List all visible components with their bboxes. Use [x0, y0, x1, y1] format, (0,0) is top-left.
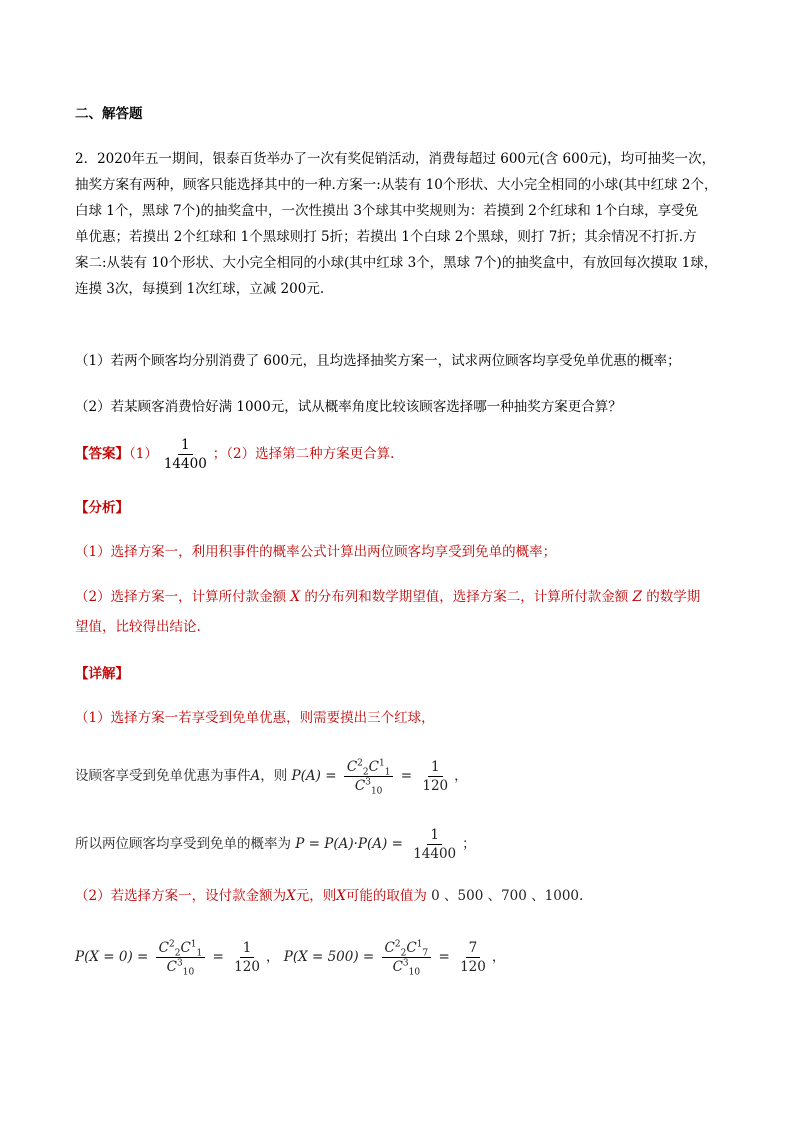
answer-part1: （1） — [129, 446, 158, 462]
combination-numerator: $C^2_2C^1_1$ — [156, 940, 206, 958]
detail-text: 可能的取值为 — [345, 888, 427, 904]
punctuation: ， — [265, 949, 280, 965]
analysis-line-3: 望值，比较得出结论. — [75, 619, 201, 635]
problem-line: 2．2020年五一期间，银泰百货举办了一次有奖促销活动，消费每超过 600元(含 600元)，均可抽奖一次， — [75, 151, 716, 167]
combination-fraction — [344, 758, 394, 797]
combination-denominator: $C^3_{10}$ — [166, 958, 195, 978]
answer-part2: ；（2）选择第二种方案更合算. — [212, 446, 395, 462]
result-fraction — [419, 759, 451, 794]
analysis-line-1: （1）选择方案一，利用积事件的概率公式计算出两位顾客均享受到免单的概率； — [75, 544, 557, 560]
combination-denominator: $C^3_{10}$ — [354, 777, 383, 797]
problem-line: 白球 1个，黑球 7个)的抽奖盒中，一次性摸出 3个球其中奖规则为：若摸到 2个红球和 1个白球，享受免 — [75, 203, 699, 219]
combination-denominator: $C^3_{10}$ — [392, 958, 421, 978]
detail-text: 所以两位顾客均享受到免单的概率为 — [75, 836, 291, 852]
detail-line-1: （1）选择方案一若享受到免单优惠，则需要摸出三个红球， — [75, 710, 435, 726]
question-2: （2）若某顾客消费恰好满 1000元，试从概率角度比较该顾客选择哪一种抽奖方案更合算？ — [75, 399, 622, 415]
analysis-text: （2）选择方案一，计算所付款金额 — [75, 589, 287, 605]
detail-text: （2）若选择方案一，设付款金额为 — [75, 888, 287, 904]
answer-tag: 【答案】 — [75, 446, 129, 462]
equals-sign: = — [438, 949, 450, 965]
equals-sign: = — [212, 949, 224, 965]
combination-numerator: $C^2_2C^1_1$ — [344, 759, 394, 777]
section-title: 二、解答题 — [75, 106, 143, 122]
answer-frac-num: 1 — [178, 437, 193, 455]
variable-x: X — [336, 888, 346, 904]
problem-line: 连摸 3次，每摸到 1次红球，立减 200元. — [75, 281, 325, 297]
detail-line-4 — [75, 886, 725, 906]
analysis-line-2 — [75, 587, 725, 607]
problem-line: 单优惠；若摸出 2个红球和 1个黑球则打 5折；若摸出 1个白球 2个黑球，则打 7折；其余情况不打折.方 — [75, 229, 697, 245]
result-fraction — [457, 940, 489, 975]
result-num: 1 — [240, 940, 255, 958]
detail-line-2 — [75, 756, 725, 796]
result-fraction — [231, 940, 263, 975]
variable-x: X — [286, 888, 296, 904]
question-1: （1）若两个顾客均分别消费了 600元，且均选择抽奖方案一，试求两位顾客均享受免单优惠的概率； — [75, 353, 681, 369]
result-den: 120 — [422, 778, 449, 794]
analysis-tag: 【分析】 — [75, 500, 129, 516]
detail-tag: 【详解】 — [75, 666, 129, 682]
result-num: 1 — [428, 759, 443, 777]
formula-pa: P(A) = — [291, 768, 337, 784]
combination-fraction — [156, 939, 206, 978]
detail-text: 设顾客享受到免单优惠为事件 — [75, 768, 251, 784]
result-fraction — [410, 827, 459, 862]
formula-p-x500: P(X = 500) = — [283, 949, 375, 965]
punctuation: ； — [462, 836, 476, 852]
possible-values: 0 、500 、700 、1000. — [431, 888, 584, 904]
variable-z: Z — [632, 589, 642, 605]
formula-p: P = P(A)·P(A) = — [295, 836, 403, 852]
result-den: 14400 — [413, 846, 457, 862]
variable-x: X — [290, 589, 301, 605]
equals-sign: = — [400, 768, 413, 784]
combination-fraction — [382, 939, 432, 978]
result-den: 120 — [234, 959, 260, 975]
detail-line-3 — [75, 824, 725, 864]
result-num: 1 — [427, 827, 442, 845]
answer-line — [75, 436, 725, 472]
result-num: 7 — [466, 940, 481, 958]
answer-fraction — [161, 437, 210, 472]
result-den: 120 — [460, 959, 486, 975]
formula-p-x0: P(X = 0) = — [75, 949, 149, 965]
detail-line-5 — [75, 936, 725, 978]
analysis-text: 的数学期 — [646, 589, 701, 605]
punctuation: ， — [491, 949, 506, 965]
problem-line: 案二:从装有 10个形状、大小完全相同的小球(其中红球 3个，黑球 7个)的抽奖盒中，有放回每次摸取 1球， — [75, 255, 718, 271]
punctuation: ， — [454, 768, 468, 784]
detail-text: 元，则 — [295, 888, 337, 904]
event-a: A — [250, 768, 261, 784]
answer-frac-den: 14400 — [163, 456, 207, 472]
analysis-text: 的分布列和数学期望值，选择方案二，计算所付款金额 — [304, 589, 629, 605]
detail-text: ，则 — [260, 768, 288, 784]
problem-statement — [75, 146, 725, 302]
combination-numerator: $C^2_2C^1_7$ — [382, 940, 432, 958]
problem-line: 抽奖方案有两种，顾客只能选择其中的一种.方案一:从装有 10个形状、大小完全相同的小球(其中红球 2个， — [75, 177, 718, 193]
